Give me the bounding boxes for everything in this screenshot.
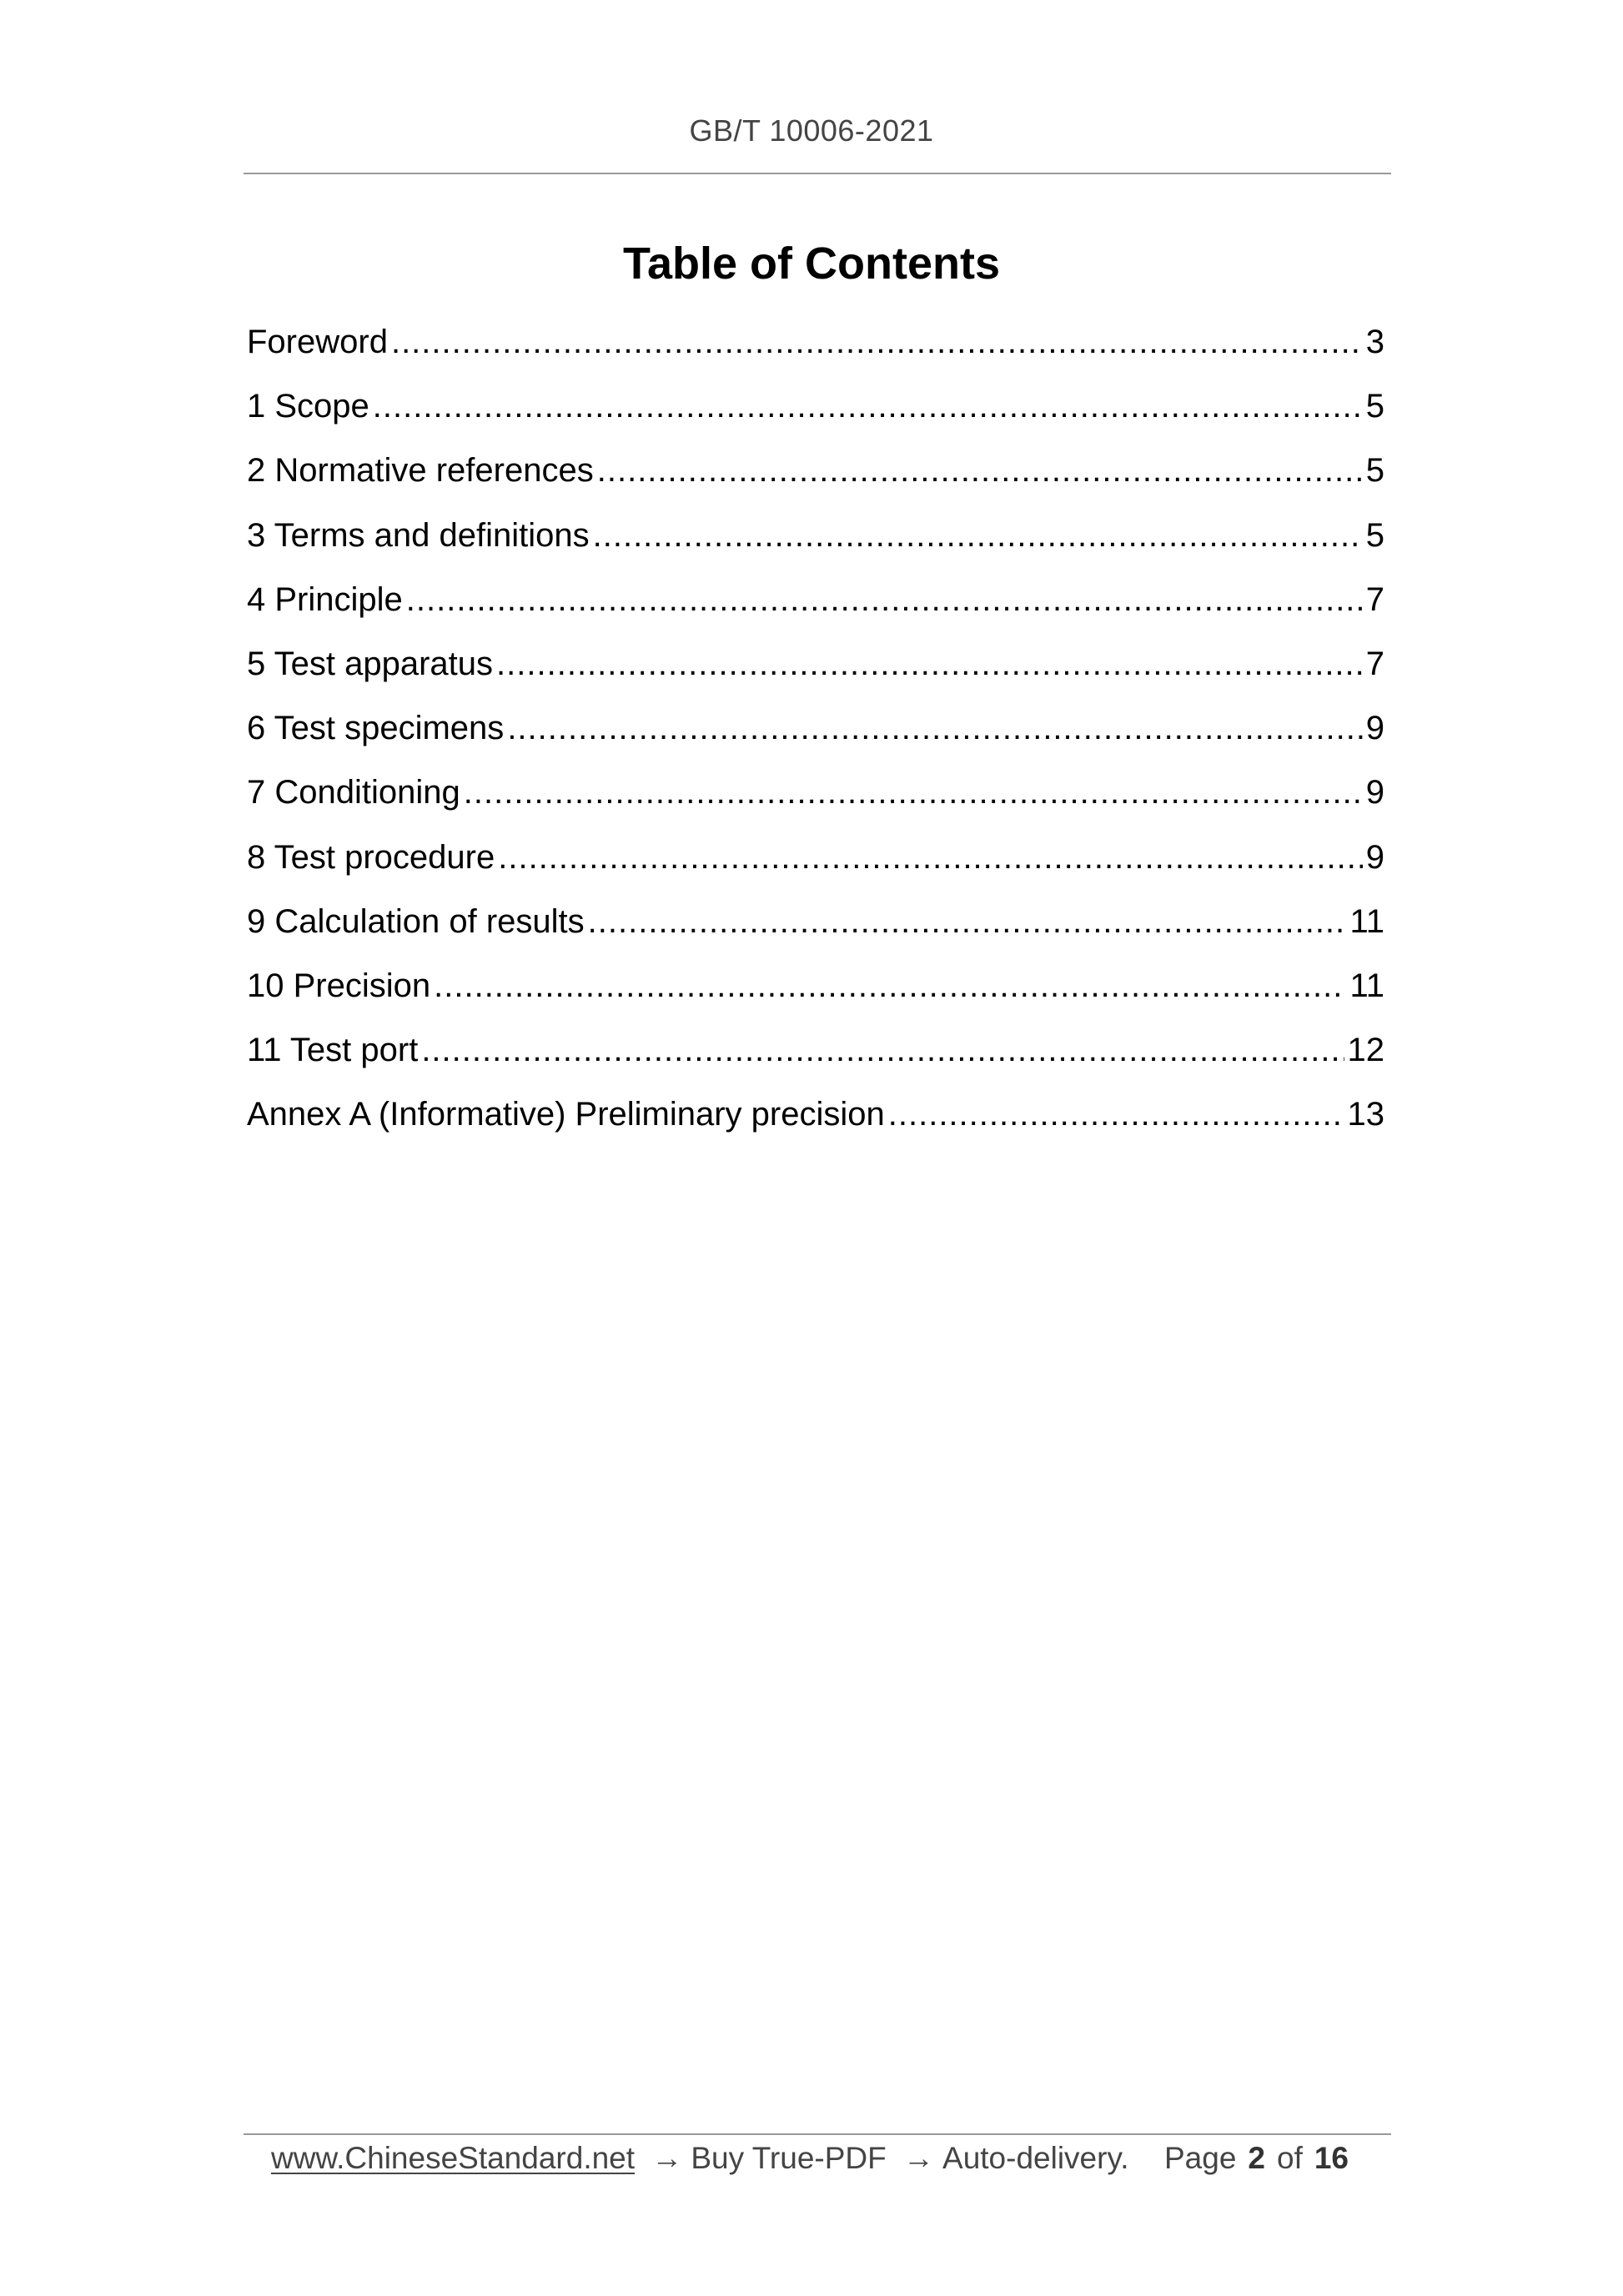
toc-entry-page: 12 (1347, 1032, 1384, 1069)
toc-entry-label: 1 Scope (247, 388, 369, 425)
toc-entry-test-specimens[interactable] (247, 703, 1384, 767)
toc-entry-label: Foreword (247, 324, 388, 360)
toc-entry-label: 2 Normative references (247, 452, 594, 490)
of-word: of (1277, 2141, 1303, 2175)
toc-entry-page: 9 (1365, 774, 1384, 811)
toc-dot-leader (496, 639, 1363, 689)
toc-dot-leader (391, 317, 1363, 367)
toc-dot-leader (373, 381, 1363, 431)
toc-dot-leader (498, 832, 1363, 882)
toc-entry-label: 3 Terms and definitions (247, 516, 590, 554)
toc-dot-leader (421, 1025, 1344, 1075)
toc-dot-leader (593, 510, 1363, 560)
auto-delivery-text: Auto-delivery. (942, 2141, 1129, 2175)
toc-dot-leader (888, 1089, 1344, 1139)
toc-entry-label: 5 Test apparatus (247, 645, 494, 682)
toc-entry-label: 10 Precision (247, 967, 431, 1004)
toc-entry-page: 7 (1365, 645, 1384, 682)
toc-entry-page: 5 (1365, 388, 1384, 425)
table-of-contents (247, 317, 1384, 1153)
page-header-standard-code: GB/T 10006-2021 (689, 113, 934, 148)
right-arrow-icon: → (903, 2141, 935, 2175)
toc-entry-precision[interactable] (247, 961, 1384, 1025)
toc-entry-page: 11 (1349, 902, 1384, 940)
toc-entry-label: 6 Test specimens (247, 710, 505, 747)
page-word: Page (1164, 2141, 1237, 2175)
toc-entry-foreword[interactable] (247, 317, 1384, 381)
toc-entry-calculation-of-results[interactable] (247, 897, 1384, 961)
toc-entry-page: 7 (1365, 580, 1384, 618)
page-number-indicator (1164, 2141, 1349, 2176)
toc-entry-page: 5 (1365, 452, 1384, 490)
toc-heading: Table of Contents (623, 239, 1000, 289)
toc-entry-label: 8 Test procedure (247, 838, 495, 876)
footer-divider (244, 2133, 1391, 2135)
toc-entry-label: 4 Principle (247, 580, 403, 618)
toc-entry-page: 9 (1365, 710, 1384, 747)
toc-dot-leader (406, 575, 1363, 625)
toc-entry-label: 7 Conditioning (247, 774, 460, 811)
toc-entry-terms-and-definitions[interactable] (247, 510, 1384, 575)
toc-dot-leader (588, 897, 1347, 947)
toc-entry-page: 13 (1347, 1096, 1384, 1133)
toc-entry-principle[interactable] (247, 575, 1384, 639)
toc-entry-label: 9 Calculation of results (247, 902, 585, 940)
toc-entry-annex-a[interactable] (247, 1089, 1384, 1153)
current-page-number: 2 (1248, 2141, 1265, 2175)
website-link[interactable]: www.ChineseStandard.net (271, 2141, 636, 2175)
toc-dot-leader (597, 445, 1363, 495)
total-pages-number: 16 (1314, 2141, 1349, 2175)
page-footer (271, 2141, 1389, 2176)
buy-true-pdf-text: Buy True-PDF (691, 2141, 887, 2175)
toc-entry-label: Annex A (Informative) Preliminary precision (247, 1096, 885, 1133)
toc-entry-test-apparatus[interactable] (247, 639, 1384, 703)
toc-entry-page: 9 (1365, 838, 1384, 876)
toc-entry-conditioning[interactable] (247, 767, 1384, 831)
right-arrow-icon: → (651, 2141, 683, 2175)
toc-entry-page: 11 (1349, 967, 1384, 1004)
header-divider (244, 173, 1391, 174)
toc-entry-page: 5 (1365, 516, 1384, 554)
toc-entry-test-procedure[interactable] (247, 832, 1384, 897)
toc-entry-page: 3 (1365, 324, 1384, 360)
toc-entry-normative-references[interactable] (247, 445, 1384, 510)
toc-dot-leader (464, 767, 1363, 817)
toc-dot-leader (507, 703, 1362, 753)
toc-entry-label: 11 Test port (247, 1032, 419, 1069)
toc-dot-leader (434, 961, 1346, 1011)
toc-entry-scope[interactable] (247, 381, 1384, 445)
toc-entry-test-port[interactable] (247, 1025, 1384, 1089)
